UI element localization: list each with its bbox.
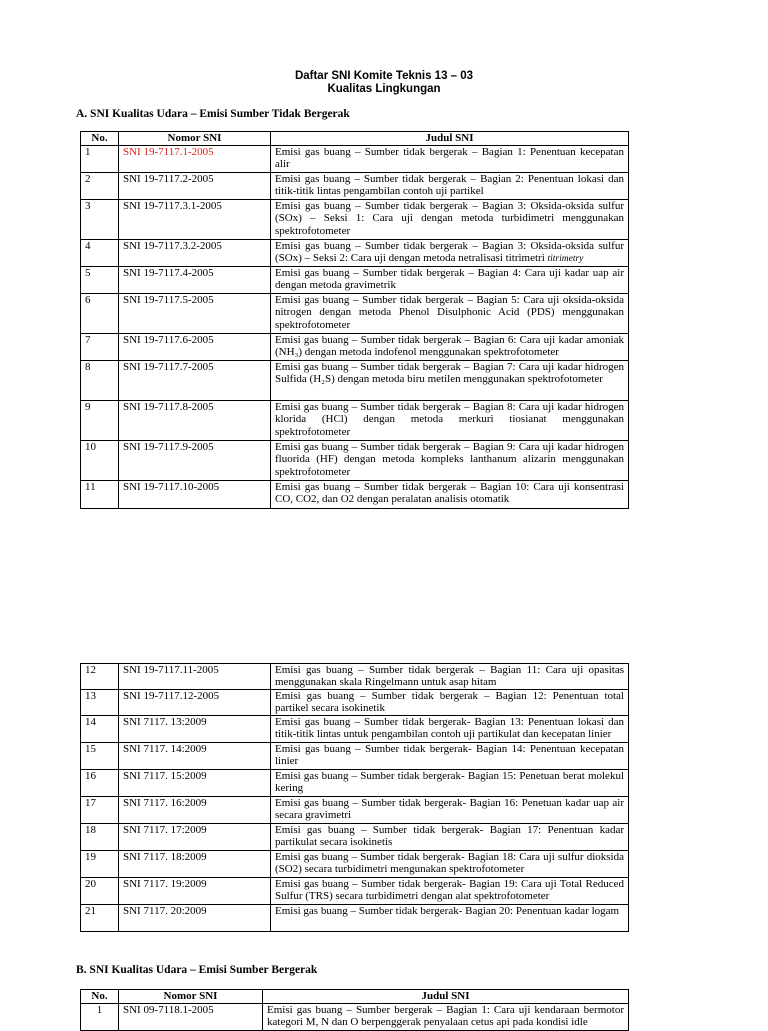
table-row: 19 SNI 7117. 18:2009 Emisi gas buang – Sumber tidak bergerak- Bagian 18: Cara uji sulfur dioksida (SO2) secara turbidimetri mengunakan spektrofotometer [81,851,629,878]
table-row: 10 SNI 19-7117.9-2005 Emisi gas buang – Sumber tidak bergerak – Bagian 9: Cara uji kadar hidrogen fluorida (HF) dengan metoda kompleks lanthanum alizarin menggunakan spektrofotometer [81,441,629,481]
col-header-no: No. [81,990,119,1004]
annotation-text: titrimetry [547,254,584,265]
table-row: 17 SNI 7117. 16:2009 Emisi gas buang – Sumber tidak bergerak- Bagian 16: Penetuan kadar uap air secara gravimetri [81,797,629,824]
table-row: 16 SNI 7117. 15:2009 Emisi gas buang – Sumber tidak bergerak- Bagian 15: Penetuan berat molekul kering [81,770,629,797]
table-row: 13 SNI 19-7117.12-2005 Emisi gas buang – Sumber tidak bergerak – Bagian 12: Penentuan total partikel secara isokinetik [81,690,629,716]
table-row: 8 SNI 19-7117.7-2005 Emisi gas buang – Sumber tidak bergerak – Bagian 7: Cara uji kadar hidrogen Sulfida (H₂S) dengan metoda biru metilen menggunakan spektrofotometer [81,361,629,401]
table-row: 21 SNI 7117. 20:2009 Emisi gas buang – Sumber tidak bergerak- Bagian 20: Penentuan kadar logam [81,905,629,932]
col-header-judul-sni: Judul SNI [271,132,629,146]
table-row: 12 SNI 19-7117.11-2005 Emisi gas buang – Sumber tidak bergerak – Bagian 11: Cara uji opasitas menggunakan skala Ringelmann untuk asap hitam [81,664,629,690]
table-row: 15 SNI 7117. 14:2009 Emisi gas buang – Sumber tidak bergerak- Bagian 14: Penentuan kecepatan linier [81,743,629,770]
table-row: 14 SNI 7117. 13:2009 Emisi gas buang – Sumber tidak bergerak- Bagian 13: Penentuan lokasi dan titik-titik lintas untuk pengambilan contoh uji partikulat dan kecepatan linier [81,716,629,743]
document-subtitle: Kualitas Lingkungan [327,83,441,95]
table-row: 5 SNI 19-7117.4-2005 Emisi gas buang – Sumber tidak bergerak – Bagian 4: Cara uji kadar uap air dengan metoda gravimetrik [81,267,629,294]
table-b [80,989,629,1031]
table-a-part1 [80,131,629,509]
table-row: 4 SNI 19-7117.3.2-2005 Emisi gas buang – Sumber tidak bergerak – Bagian 3: Oksida-oksida sulfur (SOx) – Seksi 2: Cara uji dengan metoda netralisasi titrimetri titrimetry [81,240,629,267]
col-header-no: No. [81,132,119,146]
col-header-judul-sni: Judul SNI [263,990,629,1004]
table-row: 7 SNI 19-7117.6-2005 Emisi gas buang – Sumber tidak bergerak – Bagian 6: Cara uji kadar amoniak (NH₃) dengan metoda indofenol menggunakan spektrofotometer [81,334,629,361]
table-row: 3 SNI 19-7117.3.1-2005 Emisi gas buang – Sumber tidak bergerak – Bagian 3: Oksida-oksida sulfur (SOx) – Seksi 1: Cara uji dengan metoda turbidimetri menggunakan spektrofotometer [81,200,629,240]
table-row: 9 SNI 19-7117.8-2005 Emisi gas buang – Sumber tidak bergerak – Bagian 8: Cara uji kadar hidrogen klorida (HCl) dengan metoda merkuri tiosianat menggunakan spektrofotometer [81,401,629,441]
table-row: 11 SNI 19-7117.10-2005 Emisi gas buang – Sumber tidak bergerak – Bagian 10: Cara uji konsentrasi CO, CO2, dan O2 dengan peralatan analisis otomatik [81,481,629,509]
table-row: 2 SNI 19-7117.2-2005 Emisi gas buang – Sumber tidak bergerak – Bagian 2: Penentuan lokasi dan titik-titik lintas pengambilan contoh uji partikel [81,173,629,200]
section-a-heading: A. SNI Kualitas Udara – Emisi Sumber Tidak Bergerak [76,108,350,120]
section-b-heading: B. SNI Kualitas Udara – Emisi Sumber Bergerak [76,964,318,976]
table-a-part2 [80,663,629,932]
document-title: Daftar SNI Komite Teknis 13 – 03 [294,70,474,82]
table-row: 1 SNI 09-7118.1-2005 Emisi gas buang – Sumber bergerak – Bagian 1: Cara uji kendaraan bermotor kategori M, N dan O berpenggerak penyalaan cetus api pada kondisi idle [81,1004,629,1031]
sni-link[interactable]: SNI 19-7117.1-2005 [119,146,271,173]
col-header-nomor-sni: Nomor SNI [119,990,263,1004]
table-row: 20 SNI 7117. 19:2009 Emisi gas buang – Sumber tidak bergerak- Bagian 19: Cara uji Total Reduced Sulfur (TRS) secara turbidimetri dengan alat spektrofotometer [81,878,629,905]
table-row: 18 SNI 7117. 17:2009 Emisi gas buang – Sumber tidak bergerak- Bagian 17: Penentuan kadar partikulat secara isokinetis [81,824,629,851]
table-row: 6 SNI 19-7117.5-2005 Emisi gas buang – Sumber tidak bergerak – Bagian 5: Cara uji oksida-oksida nitrogen dengan metoda Phenol Disulphonic Acid (PDS) menggunakan spektrofotometer [81,294,629,334]
table-row: 1 SNI 19-7117.1-2005 Emisi gas buang – Sumber tidak bergerak – Bagian 1: Penentuan kecepatan alir [81,146,629,173]
col-header-nomor-sni: Nomor SNI [119,132,271,146]
